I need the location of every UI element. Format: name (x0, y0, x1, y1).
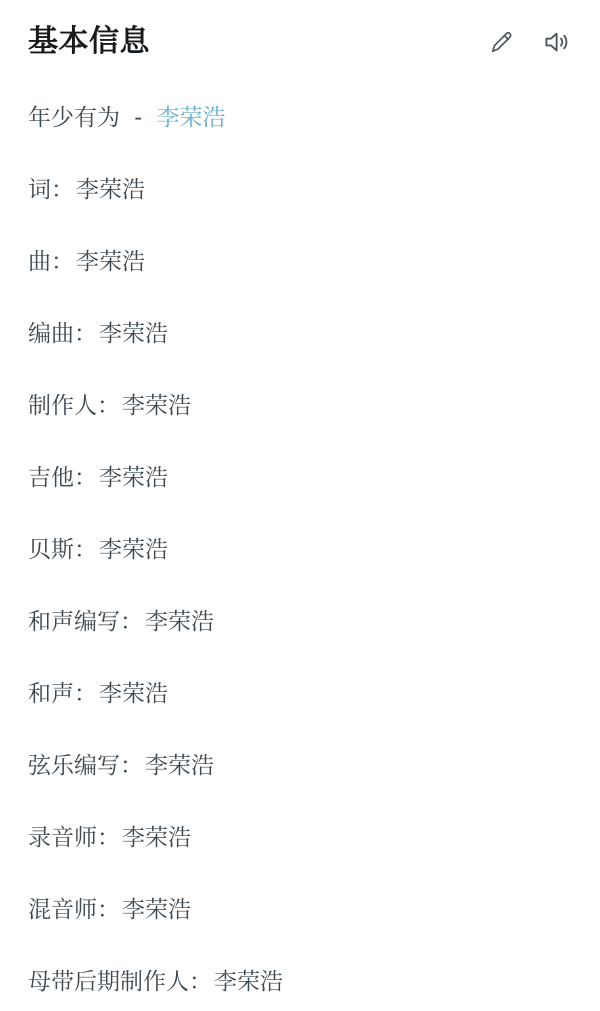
credit-label: 和声编写： (28, 608, 143, 634)
song-title-row (28, 104, 576, 130)
credit-row-arranger (28, 320, 576, 346)
credit-label: 录音师： (28, 824, 120, 850)
credit-value: 李荣浩 (76, 176, 145, 202)
credit-row-harmony (28, 680, 576, 706)
credit-row-harmony-writing (28, 608, 576, 634)
credit-label: 编曲： (28, 320, 97, 346)
artist-link[interactable]: 李荣浩 (156, 104, 226, 130)
edit-button[interactable] (486, 27, 516, 57)
credit-row-strings-writing (28, 752, 576, 778)
credit-row-producer (28, 392, 576, 418)
credit-value: 李荣浩 (122, 896, 191, 922)
credit-label: 词： (28, 176, 74, 202)
credit-row-composer (28, 248, 576, 274)
song-title: 年少有为 (28, 104, 120, 130)
credit-row-recording-engineer (28, 824, 576, 850)
credit-value: 李荣浩 (99, 536, 168, 562)
pencil-icon (488, 29, 515, 56)
credit-row-bass (28, 536, 576, 562)
credit-value: 李荣浩 (122, 392, 191, 418)
credit-row-mixing-engineer (28, 896, 576, 922)
credit-value: 李荣浩 (76, 248, 145, 274)
credit-label: 和声： (28, 680, 97, 706)
credit-value: 李荣浩 (99, 464, 168, 490)
credit-value: 李荣浩 (99, 320, 168, 346)
song-separator: - (134, 104, 143, 130)
page-title: 基本信息 (28, 25, 150, 58)
credit-label: 制作人： (28, 392, 120, 418)
credit-label: 曲： (28, 248, 74, 274)
speaker-icon (542, 27, 572, 57)
credit-value: 李荣浩 (122, 824, 191, 850)
credits-list (28, 176, 576, 994)
credit-label: 贝斯： (28, 536, 97, 562)
credit-value: 李荣浩 (99, 680, 168, 706)
panel-header (28, 22, 576, 62)
credit-label: 弦乐编写： (28, 752, 143, 778)
credit-label: 混音师： (28, 896, 120, 922)
credit-row-mastering-producer (28, 968, 576, 994)
volume-button[interactable] (542, 27, 572, 57)
credit-value: 李荣浩 (145, 752, 214, 778)
credit-value: 李荣浩 (145, 608, 214, 634)
credit-value: 李荣浩 (214, 968, 283, 994)
credit-label: 吉他： (28, 464, 97, 490)
credit-row-lyrics (28, 176, 576, 202)
credit-row-guitar (28, 464, 576, 490)
header-actions (486, 27, 576, 57)
credit-label: 母带后期制作人： (28, 968, 212, 994)
